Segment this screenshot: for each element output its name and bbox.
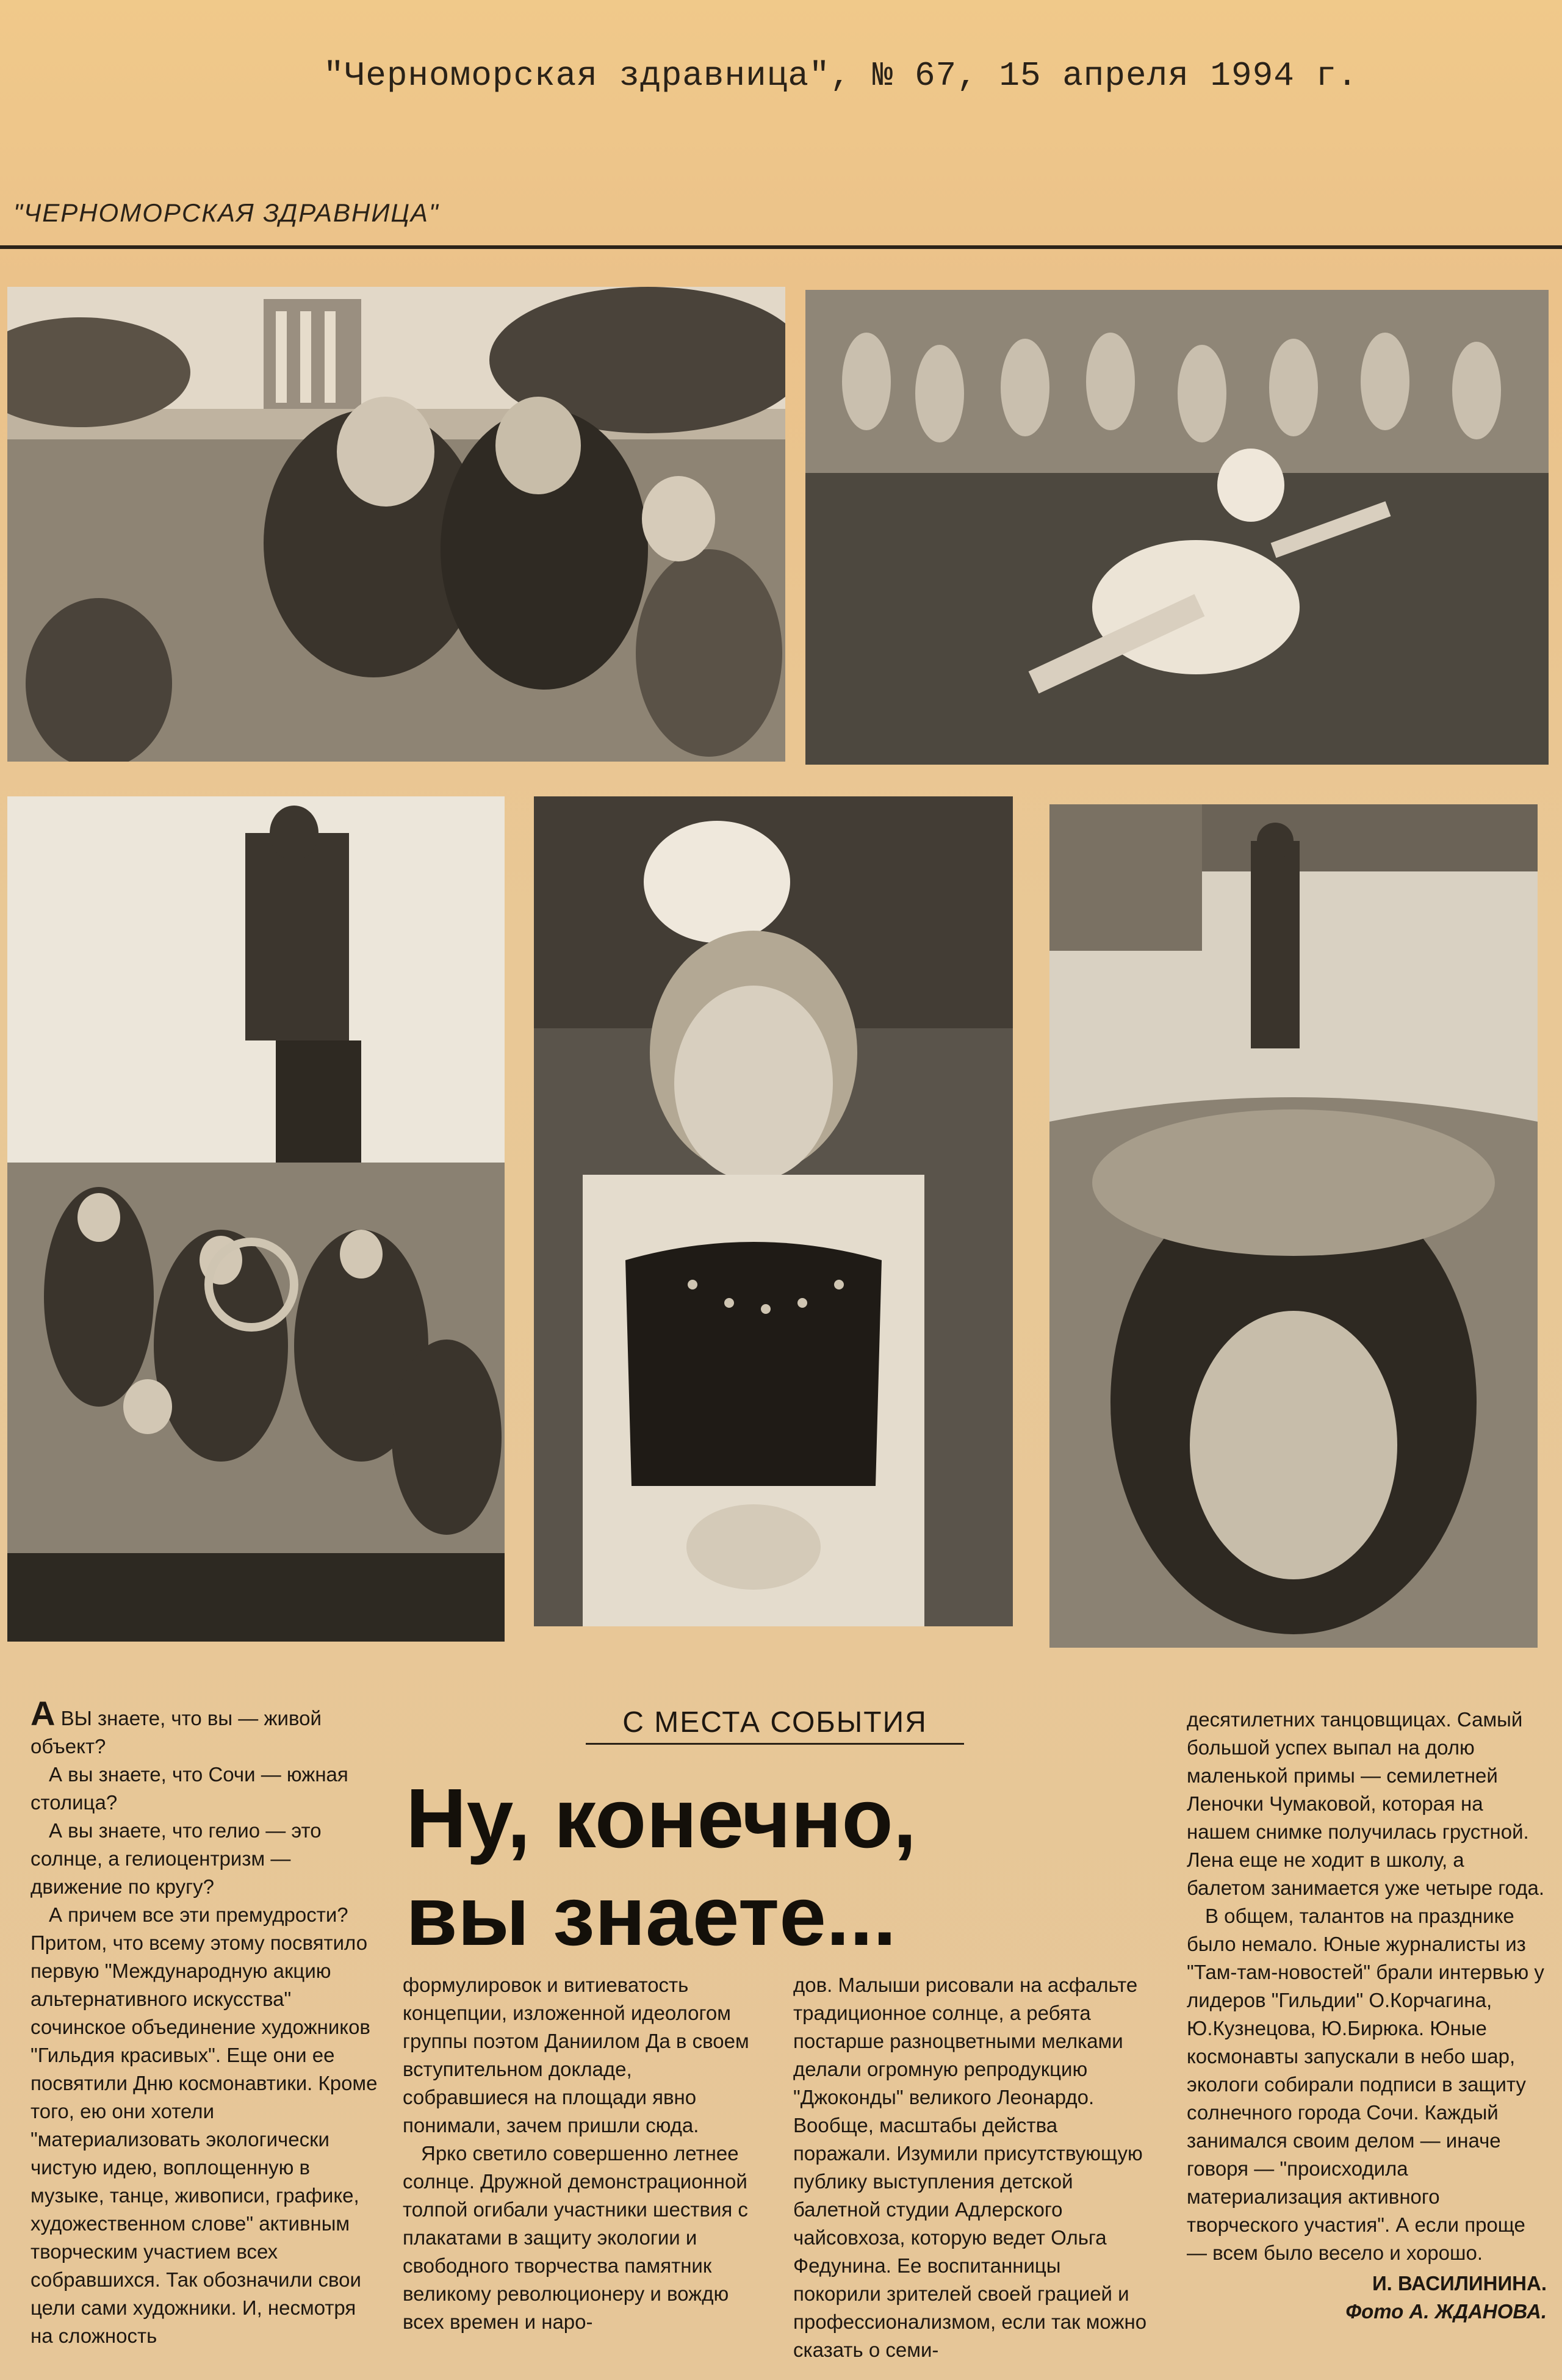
col2-paragraph-2: Ярко светило совершенно летнее солнце. Дружной демонстрационной толпой огибали участники шествия с плакатами в защиту экологии и свободного творчества памятник великому революционеру и вождю всех времен и наро- <box>403 2142 748 2333</box>
col1-paragraph-2: А вы знаете, что Сочи — южная столица? <box>31 1763 348 1814</box>
article-column-2 <box>403 1971 750 2336</box>
col4-paragraph-2: В общем, талантов на празднике было немало. Юные журналисты из "Там-там-новостей" брали интервью у лидеров "Гильдии" О.Корчагина, Ю.Кузнецова, Ю.Бирюка. Юные космонавты запускали в небо шар, экологи собирали подписи в защиту солнечного города Сочи. Каждый занимался своим делом — иначе говоря — "происходила материализация активного творческого участия". А если проще — всем было весело и хорошо. <box>1187 1905 1544 2264</box>
headline-line-2: вы знаете... <box>406 1869 897 1963</box>
col4-paragraph-1: десятилетних танцовщицах. Самый большой успех выпал на долю маленькой примы — семилетней Леночки Чумаковой, которая на нашем снимке получилась грустной. Лена еще не ходит в школу, а балетом занимается уже четыре года. <box>1187 1708 1545 1899</box>
photo-chalk-gioconda <box>1049 804 1538 1648</box>
headline <box>406 1770 1162 1965</box>
col1-paragraph-1: ВЫ знаете, что вы — живой объект? <box>31 1707 322 1758</box>
rubric: С МЕСТА СОБЫТИЯ <box>586 1706 964 1745</box>
author-signature: И. ВАСИЛИНИНА. <box>1372 2272 1547 2295</box>
article-column-1 <box>31 1694 378 2350</box>
photo-ballerina-grass <box>805 290 1549 765</box>
article-column-4 <box>1187 1706 1547 2326</box>
dropcap: А <box>31 1694 56 1733</box>
intro-paragraph <box>31 1694 378 1761</box>
col1-paragraph-4: А причем все эти премудрости? Притом, что всему этому посвятило первую "Международную акцию альтернативного искусства" сочинское объединение художников "Гильдия красивых". Еще они ее посвятили Дню космонавтики. Кроме того, ею они хотели "материализовать экологически чистую идею, воплощенную в музыке, танце, живописи, графике, художественном слове" активным творческим участием всех собравшихся. Так обозначили свои цели сами художники. И, несмотря на сложность <box>31 1903 378 2347</box>
masthead-rule <box>0 245 1562 249</box>
newspaper-masthead: "ЧЕРНОМОРСКАЯ ЗДРАВНИЦА" <box>13 198 439 227</box>
col1-paragraph-3: А вы знаете, что гелио — это солнце, а гелиоцентризм — движение по кругу? <box>31 1819 322 1898</box>
article-column-3 <box>793 1971 1147 2364</box>
photo-credit: Фото А. ЖДАНОВА. <box>1345 2300 1547 2323</box>
photo-little-ballerina <box>534 796 1013 1626</box>
typed-source-line: "Черноморская здравница", № 67, 15 апреля 1994 г. <box>323 56 1358 95</box>
photo-monument-people <box>7 796 505 1642</box>
col2-paragraph-1: формулировок и витиеватость концепции, изложенной идеологом группы поэтом Даниилом Да в своем вступительном докладе, собравшиеся на площади явно понимали, зачем пришли сюда. <box>403 1974 749 2137</box>
col3-paragraph-1: дов. Малыши рисовали на асфальте традиционное солнце, а ребята постарше разноцветными мелками делали огромную репродукцию "Джоконды" великого Леонардо. Вообще, масштабы действа поражали. Изумили присутствующую публику выступления детской балетной студии Адлерского чайсовхоза, которую ведет Ольга Федунина. Ее воспитанницы покорили зрителей своей грацией и профессионализмом, если так можно сказать о семи- <box>793 1974 1147 2361</box>
photo-crowd-men <box>7 287 785 762</box>
headline-line-1: Ну, конечно, <box>406 1772 917 1866</box>
